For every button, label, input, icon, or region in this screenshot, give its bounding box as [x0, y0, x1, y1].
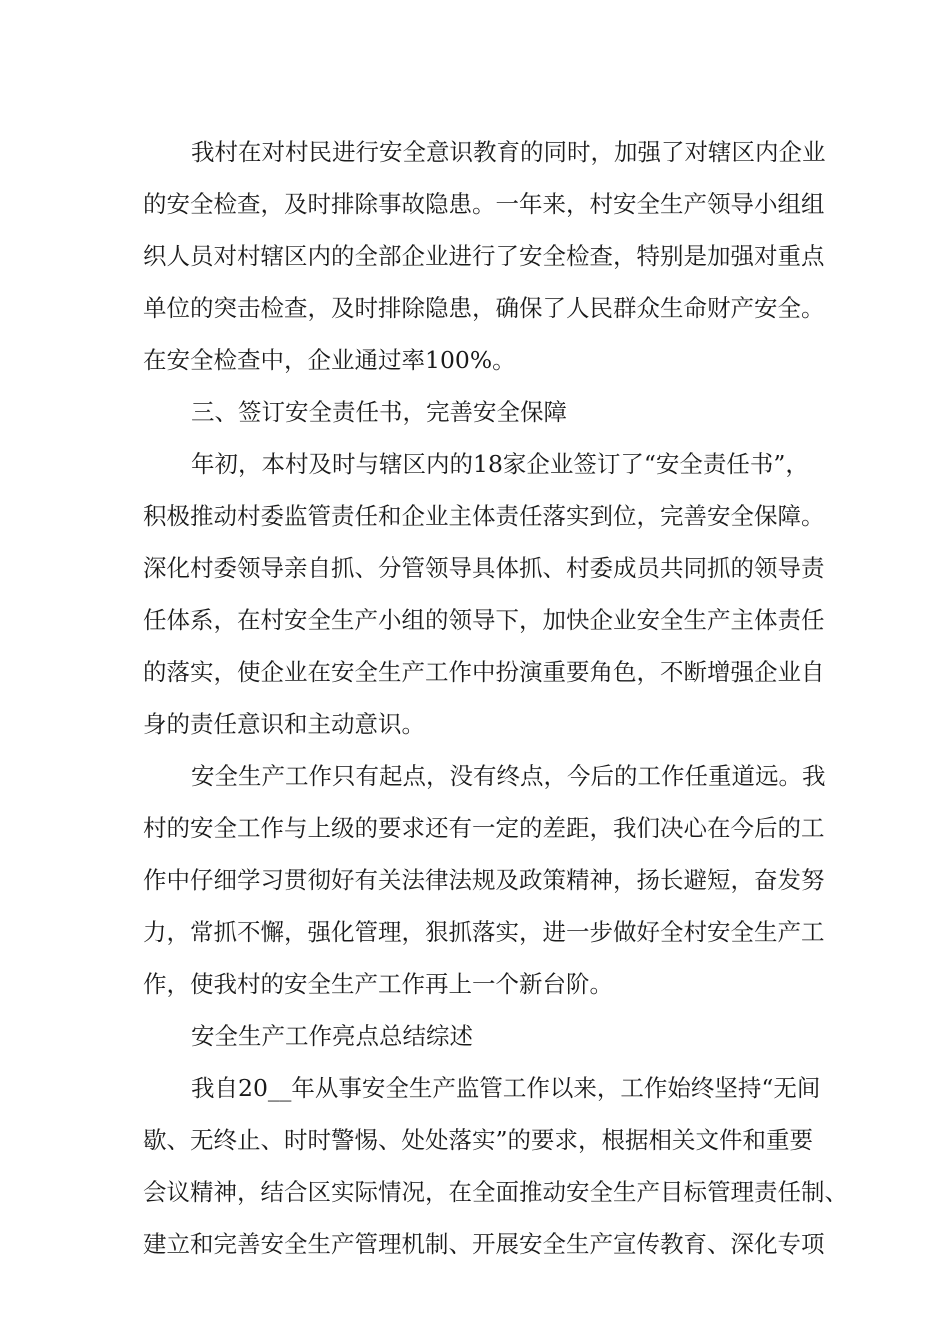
section-heading: 安全生产工作亮点总结综述	[191, 1022, 473, 1050]
paragraph-line: 会议精神，结合区实际情况，在全面推动安全生产目标管理责任制、	[143, 1178, 848, 1206]
paragraph-line: 作，使我村的安全生产工作再上一个新台阶。	[143, 970, 613, 998]
paragraph-line: 在安全检查中，企业通过率100%。	[143, 346, 516, 374]
paragraph-line: 村的安全工作与上级的要求还有一定的差距，我们决心在今后的工	[143, 814, 825, 842]
document-body	[143, 126, 848, 1270]
paragraph-line: 的落实，使企业在安全生产工作中扮演重要角色，不断增强企业自	[143, 658, 825, 686]
paragraph-line: 安全生产工作只有起点，没有终点，今后的工作任重道远。我	[191, 762, 826, 790]
paragraph-line: 积极推动村委监管责任和企业主体责任落实到位，完善安全保障。	[143, 502, 825, 530]
paragraph-line: 的安全检查，及时排除事故隐患。一年来，村安全生产领导小组组	[143, 190, 825, 218]
paragraph-line: 身的责任意识和主动意识。	[143, 710, 425, 738]
paragraph-line: 力，常抓不懈，强化管理，狠抓落实，进一步做好全村安全生产工	[143, 918, 825, 946]
section-heading: 三、签订安全责任书，完善安全保障	[191, 398, 567, 426]
paragraph-line: 年初，本村及时与辖区内的18家企业签订了“安全责任书”，	[191, 450, 809, 478]
paragraph-line: 歇、无终止、时时警惕、处处落实”的要求，根据相关文件和重要	[143, 1126, 814, 1154]
paragraph-line: 任体系，在村安全生产小组的领导下，加快企业安全生产主体责任	[143, 606, 825, 634]
paragraph-line: 织人员对村辖区内的全部企业进行了安全检查，特别是加强对重点	[143, 242, 825, 270]
paragraph-line: 我自20__年从事安全生产监管工作以来，工作始终坚持“无间	[191, 1074, 821, 1102]
paragraph-line: 建立和完善安全生产管理机制、开展安全生产宣传教育、深化专项	[143, 1230, 825, 1258]
paragraph-line: 作中仔细学习贯彻好有关法律法规及政策精神，扬长避短，奋发努	[143, 866, 825, 894]
paragraph-line: 深化村委领导亲自抓、分管领导具体抓、村委成员共同抓的领导责	[143, 554, 825, 582]
paragraph-line: 我村在对村民进行安全意识教育的同时，加强了对辖区内企业	[191, 138, 826, 166]
paragraph-line: 单位的突击检查，及时排除隐患，确保了人民群众生命财产安全。	[143, 294, 825, 322]
